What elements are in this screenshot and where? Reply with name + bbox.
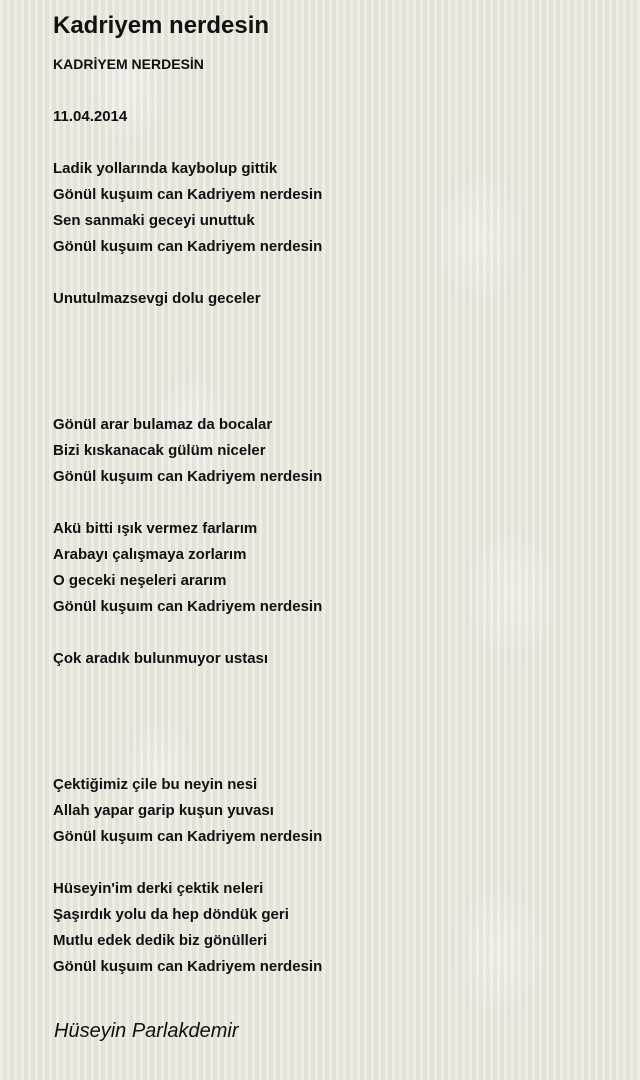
poem-author: Hüseyin Parlakdemir: [54, 1020, 239, 1042]
poem-line: Gönül kuşuım can Kadriyem nerdesin: [53, 238, 323, 255]
poem-line: Bizi kıskanacak gülüm niceler: [53, 442, 266, 459]
poem-line: Çok aradık bulunmuyor ustası: [53, 650, 269, 667]
poem-line: Mutlu edek dedik biz gönülleri: [53, 932, 268, 949]
poem-line: Gönül kuşuım can Kadriyem nerdesin: [53, 598, 323, 615]
poem-line: Çektiğimiz çile bu neyin nesi: [53, 776, 258, 793]
poem-line: Gönül kuşuım can Kadriyem nerdesin: [53, 468, 323, 485]
poem-line: Hüseyin'im derki çektik neleri: [53, 880, 264, 897]
poem-line: Unutulmazsevgi dolu geceler: [53, 290, 261, 307]
poem-title: Kadriyem nerdesin: [53, 12, 270, 39]
poem-line: Sen sanmaki geceyi unuttuk: [53, 212, 255, 229]
poem-line: Ladik yollarında kaybolup gittik: [53, 160, 278, 177]
poem-line: Şaşırdık yolu da hep döndük geri: [53, 906, 289, 923]
poem-subtitle: KADRİYEM NERDESİN: [53, 56, 204, 72]
poem-line: Gönül arar bulamaz da bocalar: [53, 416, 273, 433]
poem-date: 11.04.2014: [53, 108, 128, 125]
poem-line: Akü bitti ışık vermez farlarım: [53, 520, 258, 537]
poem-line: Gönül kuşuım can Kadriyem nerdesin: [53, 958, 323, 975]
poem-line: Gönül kuşuım can Kadriyem nerdesin: [53, 828, 323, 845]
poem-line: O geceki neşeleri ararım: [53, 572, 227, 589]
poem-line: Arabayı çalışmaya zorlarım: [53, 546, 247, 563]
poem-line: Gönül kuşuım can Kadriyem nerdesin: [53, 186, 323, 203]
poem-line: Allah yapar garip kuşun yuvası: [53, 802, 274, 819]
